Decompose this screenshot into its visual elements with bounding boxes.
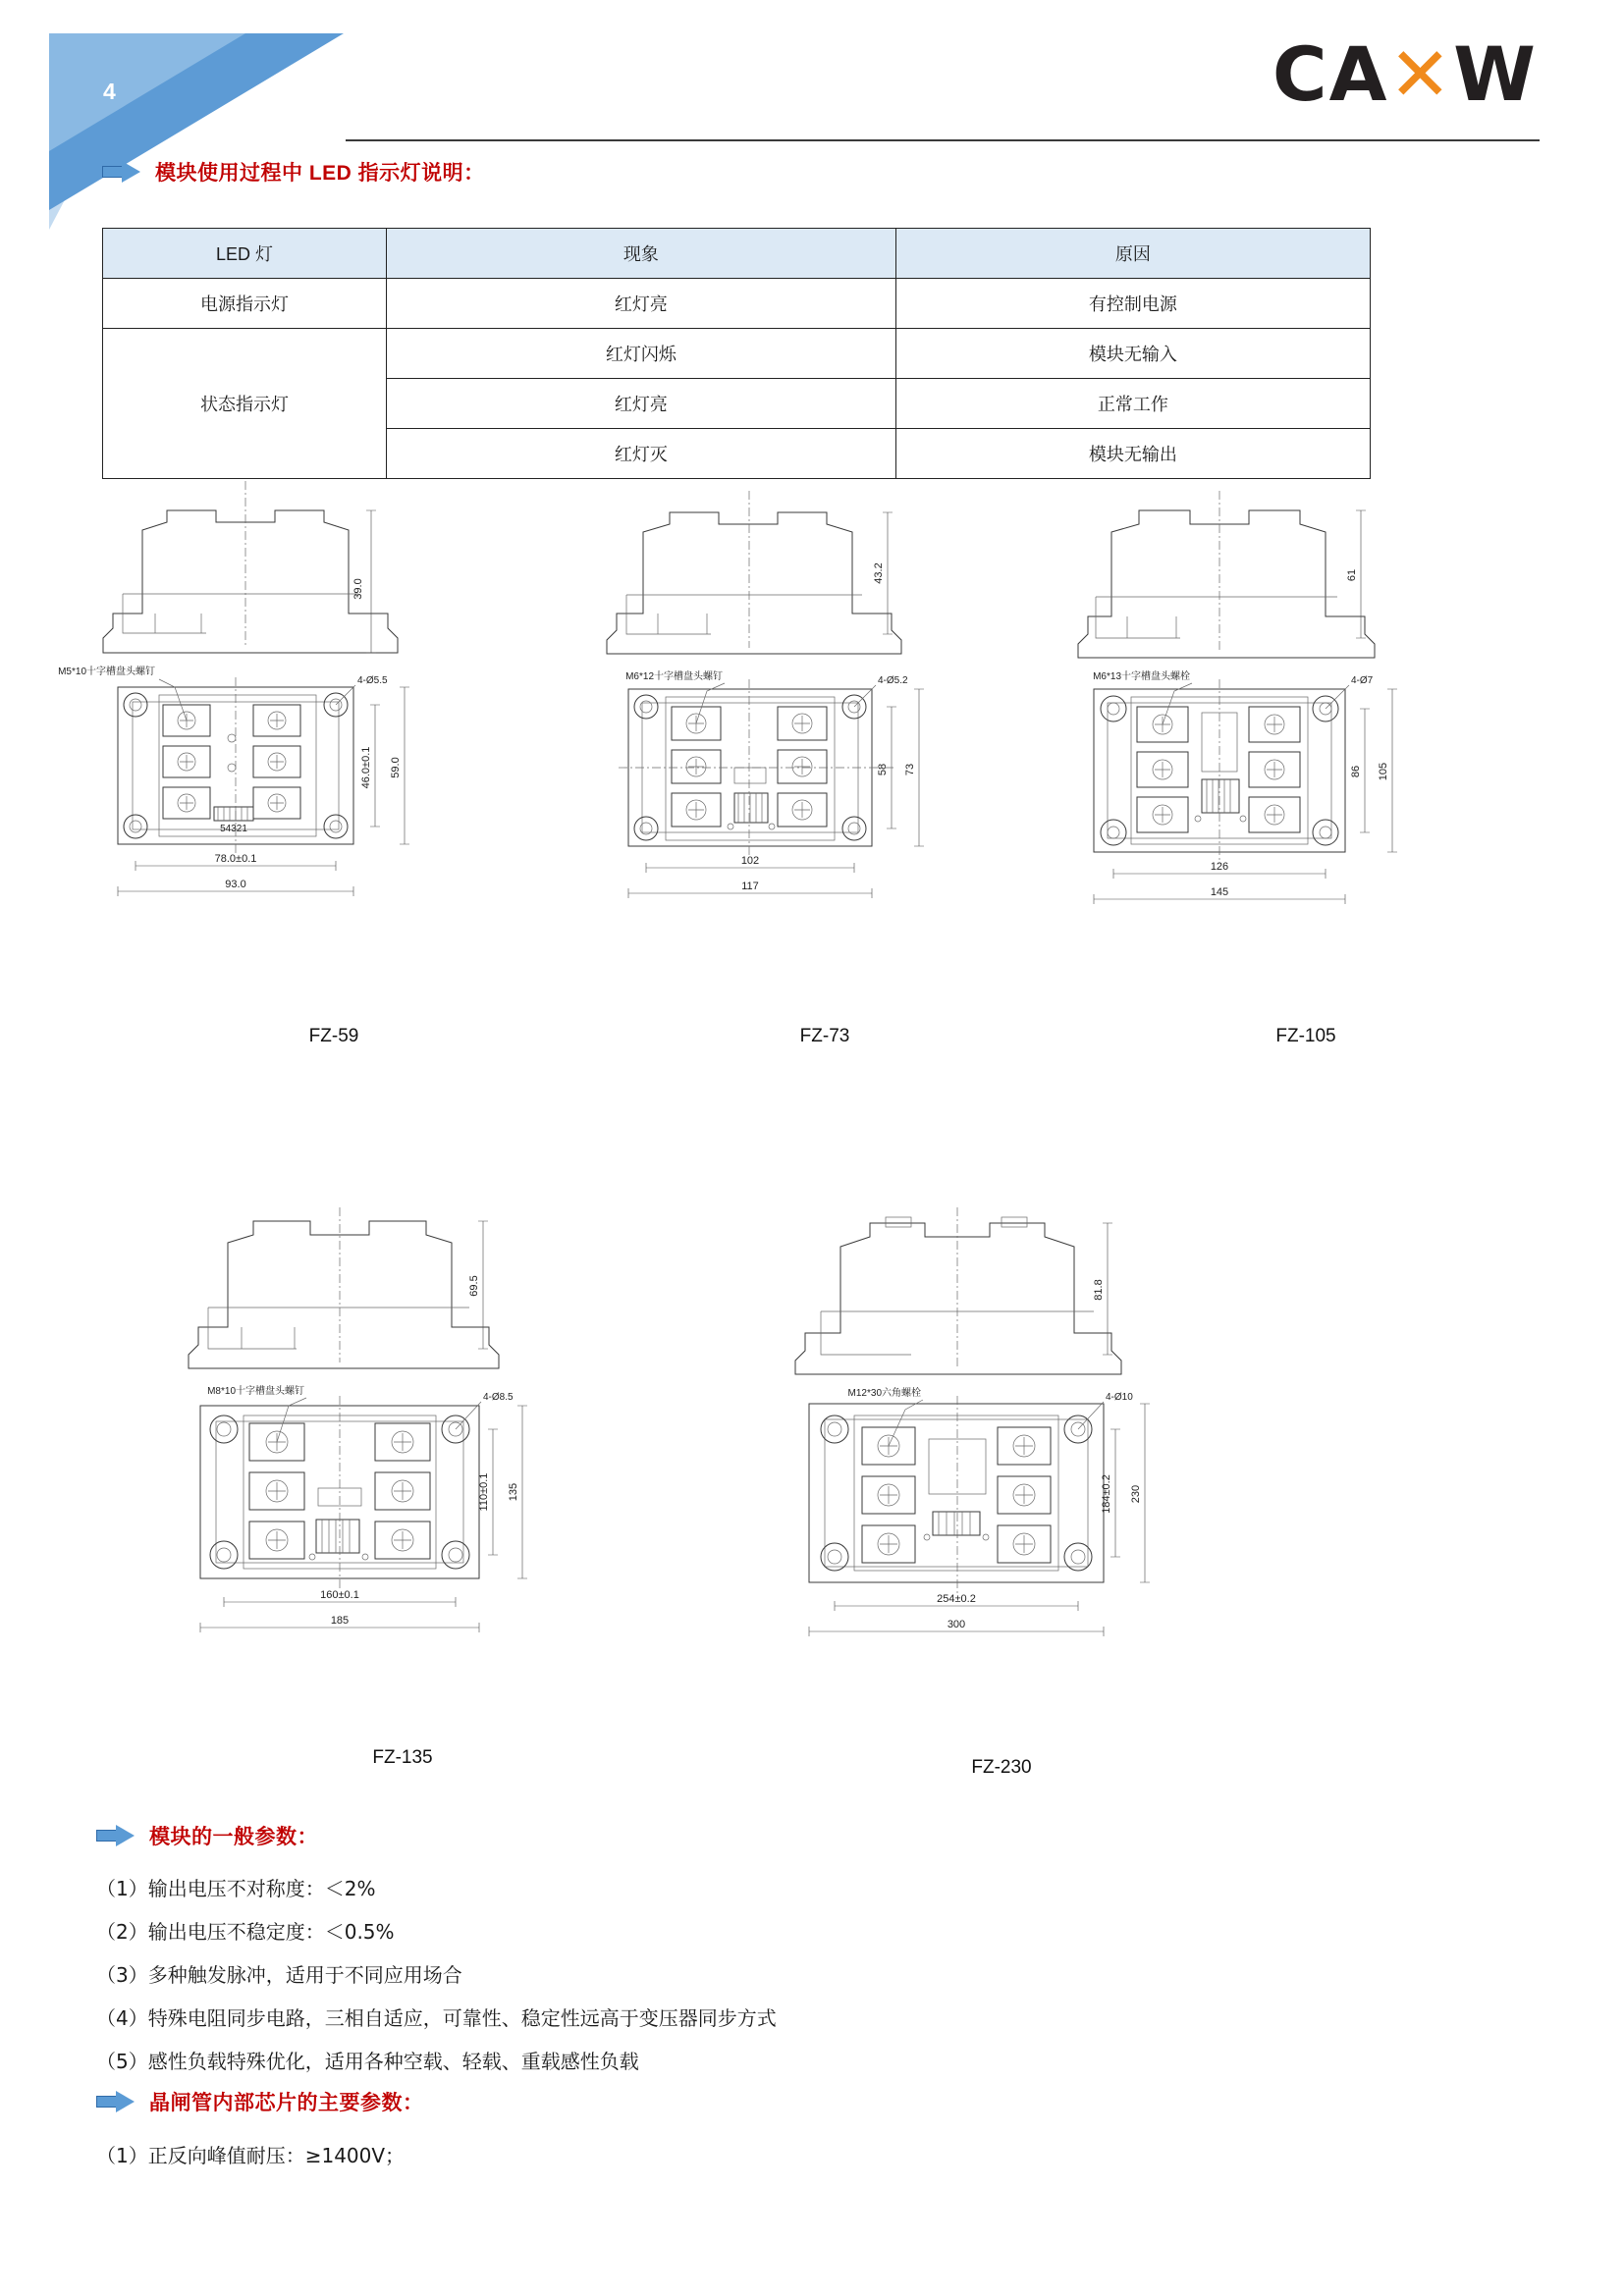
dim-height: 105 xyxy=(1378,762,1389,781)
caption-fz-135: FZ-135 xyxy=(372,1747,433,1768)
dim-pitch-v: 86 xyxy=(1350,765,1362,778)
screw-note: M8*10十字槽盘头螺钉 xyxy=(207,1386,304,1397)
thyristor-param-item-1: （1）正反向峰值耐压：≥1400V； xyxy=(96,2144,406,2167)
caption-fz-230: FZ-230 xyxy=(971,1757,1032,1778)
led-section-heading xyxy=(102,157,485,187)
hole-note: 4-Ø5.2 xyxy=(878,675,908,686)
drawing-fz-135 xyxy=(187,1207,599,1768)
caption-fz-105: FZ-105 xyxy=(1275,1026,1336,1046)
dim-height: 73 xyxy=(904,763,916,776)
logo-x-icon: ✕ xyxy=(1388,30,1454,118)
thyristor-params-title: 晶闸管内部芯片的主要参数： xyxy=(149,2092,424,2114)
page-number: 4 xyxy=(103,79,116,104)
table-row xyxy=(103,329,1371,379)
dim-pitch-h: 126 xyxy=(1210,861,1229,873)
screw-note: M6*13十字槽盘头螺栓 xyxy=(1093,671,1190,682)
dim-width: 145 xyxy=(1210,886,1229,898)
dim-width: 117 xyxy=(741,881,759,892)
dim-pitch-h: 254±0.2 xyxy=(937,1593,976,1605)
cell-led: 状态指示灯 xyxy=(103,329,387,479)
thyristor-params-heading xyxy=(96,2087,424,2116)
top-view xyxy=(1093,669,1397,904)
side-view xyxy=(189,1207,499,1368)
drawing-fz-135-svg xyxy=(187,1207,599,1757)
dim-width: 93.0 xyxy=(225,879,246,890)
dim-width: 185 xyxy=(330,1615,350,1627)
led-section-title: 模块使用过程中 LED 指示灯说明： xyxy=(155,162,485,185)
dim-width: 300 xyxy=(947,1619,966,1630)
drawing-fz-73-svg xyxy=(609,491,1021,1041)
top-view xyxy=(619,669,924,898)
arrow-right-icon xyxy=(102,161,141,183)
general-params-title: 模块的一般参数： xyxy=(149,1826,318,1848)
arrow-right-icon xyxy=(96,2091,135,2112)
dim-pitch-h: 78.0±0.1 xyxy=(214,853,257,865)
drawing-fz-73 xyxy=(609,491,1021,1046)
dim-pitch-v: 58 xyxy=(877,763,889,776)
company-logo xyxy=(1272,30,1538,118)
drawing-fz-105-svg xyxy=(1070,491,1492,1041)
drawing-fz-230 xyxy=(795,1207,1227,1778)
cell-reason: 正常工作 xyxy=(895,379,1370,429)
arrow-right-icon xyxy=(96,1825,135,1846)
decorative-corner xyxy=(49,33,363,230)
cell-phenomenon: 红灯亮 xyxy=(386,279,895,329)
logo-text-right: W xyxy=(1453,30,1538,118)
dim-side-height: 39.0 xyxy=(352,578,364,600)
dim-pitch-v: 46.0±0.1 xyxy=(360,746,372,789)
screw-note: M6*12十字槽盘头螺钉 xyxy=(625,671,723,682)
hole-note: 4-Ø7 xyxy=(1351,675,1374,686)
general-param-item-3: （3）多种触发脉冲，适用于不同应用场合 xyxy=(96,1963,462,1987)
top-view xyxy=(200,1384,527,1632)
cell-phenomenon: 红灯灭 xyxy=(386,429,895,479)
screw-note: M5*10十字槽盘头螺钉 xyxy=(58,667,155,677)
hole-note: 4-Ø5.5 xyxy=(357,675,388,686)
cell-reason: 模块无输出 xyxy=(895,429,1370,479)
dim-side-height: 43.2 xyxy=(873,562,885,584)
dim-pitch-h: 102 xyxy=(740,855,760,867)
drawing-fz-105 xyxy=(1070,491,1492,1046)
led-indicator-table xyxy=(102,228,1371,479)
hole-note: 4-Ø8.5 xyxy=(483,1392,514,1403)
column-header-led: LED 灯 xyxy=(103,229,387,279)
dim-height: 135 xyxy=(508,1482,519,1502)
general-params-heading xyxy=(96,1821,318,1850)
drawing-fz-59-svg xyxy=(58,491,520,1041)
corner-shape-dark xyxy=(49,33,245,151)
dim-pitch-v: 110±0.1 xyxy=(478,1472,490,1512)
dim-side-height: 61 xyxy=(1346,568,1358,582)
header-divider xyxy=(346,139,1540,141)
general-param-item-5: （5）感性负载特殊优化，适用各种空载、轻载、重载感性负载 xyxy=(96,2050,639,2073)
pin-numbers: 54321 xyxy=(220,824,247,834)
cell-reason: 模块无输入 xyxy=(895,329,1370,379)
dim-side-height: 69.5 xyxy=(468,1275,480,1297)
dim-pitch-v: 184±0.2 xyxy=(1101,1474,1112,1514)
cell-phenomenon: 红灯闪烁 xyxy=(386,329,895,379)
side-view xyxy=(795,1207,1121,1374)
top-view xyxy=(58,665,409,896)
logo-text-left: CA xyxy=(1272,30,1389,118)
top-view xyxy=(809,1386,1150,1636)
drawing-fz-59 xyxy=(58,491,520,1046)
drawing-fz-230-svg xyxy=(795,1207,1227,1757)
general-param-item-2: （2）输出电压不稳定度：＜0.5% xyxy=(96,1920,395,1944)
side-view xyxy=(103,481,398,653)
dim-height: 59.0 xyxy=(390,757,402,778)
table-header-row xyxy=(103,229,1371,279)
cell-phenomenon: 红灯亮 xyxy=(386,379,895,429)
dim-height: 230 xyxy=(1130,1484,1142,1504)
caption-fz-59: FZ-59 xyxy=(308,1026,359,1046)
side-view xyxy=(607,491,901,654)
column-header-phenomenon: 现象 xyxy=(386,229,895,279)
cell-led: 电源指示灯 xyxy=(103,279,387,329)
general-param-item-1: （1）输出电压不对称度：＜2% xyxy=(96,1877,376,1900)
caption-fz-73: FZ-73 xyxy=(799,1026,850,1046)
screw-note: M12*30六角螺栓 xyxy=(847,1388,921,1399)
hole-note: 4-Ø10 xyxy=(1106,1392,1133,1403)
side-view xyxy=(1078,491,1375,658)
table-row xyxy=(103,279,1371,329)
cell-reason: 有控制电源 xyxy=(895,279,1370,329)
column-header-reason: 原因 xyxy=(895,229,1370,279)
general-param-item-4: （4）特殊电阻同步电路，三相自适应，可靠性、稳定性远高于变压器同步方式 xyxy=(96,2006,777,2030)
dim-side-height: 81.8 xyxy=(1093,1279,1105,1301)
dim-pitch-h: 160±0.1 xyxy=(320,1589,359,1601)
